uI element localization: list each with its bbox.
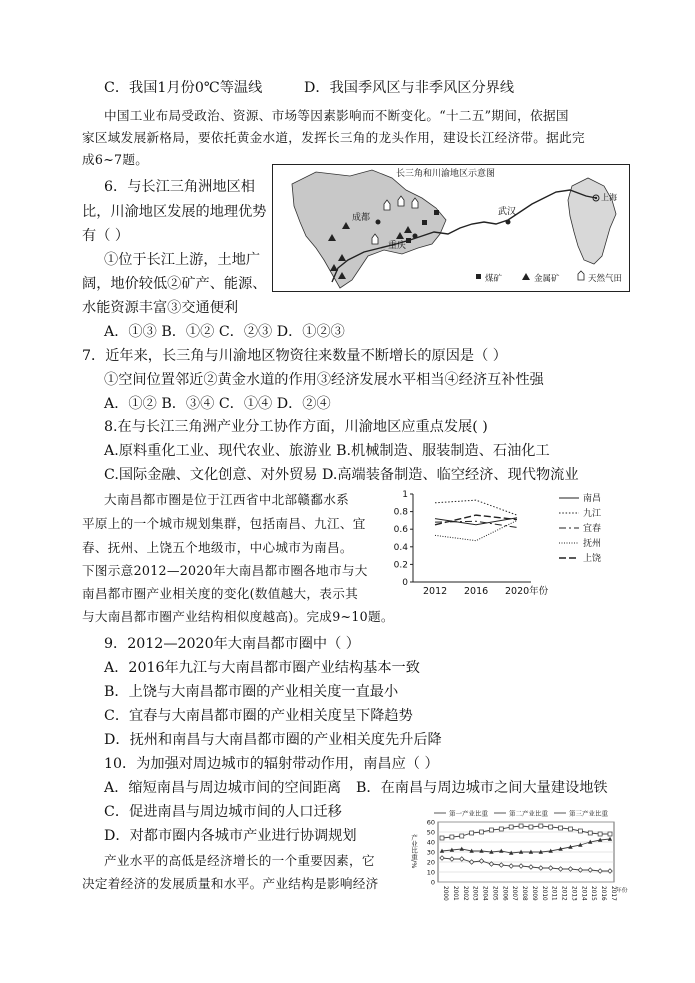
c2-point: [568, 867, 572, 871]
q9-option-b: B．上饶与大南昌都市圈的产业相关度一直最小: [104, 684, 399, 700]
q6-items-1: ①位于长江上游，土地广: [104, 252, 261, 268]
c2-legend-label-0: 第一产业比重: [449, 809, 488, 818]
c2-x-tick-label: 2001: [451, 886, 458, 901]
c2-y-tick-label: 50: [426, 828, 435, 837]
c2-series-line-0: [442, 858, 610, 871]
c2-x-tick-label: 2012: [560, 886, 567, 901]
c1-y-tick-label: 0.2: [393, 560, 408, 571]
c2-point: [608, 837, 612, 841]
q6-stem-3: 有（ ）: [82, 228, 130, 244]
c2-x-tick-label: 2010: [540, 886, 547, 901]
c2-point: [460, 834, 464, 838]
passage-1-line-1: 中国工业布局受政治、资源、市场等因素影响而不断变化。“十二五”期间，依据国: [104, 108, 569, 123]
city-shanghai: 上海: [601, 193, 617, 202]
c2-point: [440, 836, 444, 840]
c2-point: [598, 832, 602, 836]
passage-2-line-6: 与大南昌都市圈产业结构相似度越高)。完成9~10题。: [82, 609, 394, 624]
c2-point: [460, 847, 464, 851]
q8-stem: 8.在与长江三角洲产业分工协作方面，川渝地区应重点发展( ): [104, 419, 488, 435]
c1-y-tick-label: 0.8: [393, 507, 408, 518]
c2-x-tick-label: 2013: [570, 886, 577, 901]
c2-y-axis-label: 产业比重/%: [410, 834, 418, 869]
legend-metal: 金属矿: [534, 274, 560, 284]
industry-share-chart: [404, 808, 629, 914]
c2-point: [598, 869, 602, 873]
c2-x-tick-label: 2005: [491, 886, 498, 901]
c1-x-tick-label: 2016: [464, 586, 489, 597]
c2-point: [539, 824, 543, 828]
c2-point: [450, 835, 454, 839]
c2-y-tick-label: 0: [430, 878, 435, 887]
c1-x-tick-label: 2020年份: [505, 586, 549, 597]
c2-point: [578, 868, 582, 872]
c2-point: [549, 825, 553, 829]
q8-options-cd: C.国际金融、文化创意、对外贸易 D.高端装备制造、临空经济、现代物流业: [104, 467, 579, 483]
q6-stem-2: 比，川渝地区发展的地理优势: [82, 204, 267, 220]
c1-legend-label-4: 上饶: [583, 554, 602, 564]
q9-option-c: C．宜春与大南昌都市圈的产业相关度呈下降趋势: [104, 708, 413, 724]
q9-option-a: A．2016年九江与大南昌都市圈产业结构基本一致: [104, 660, 420, 676]
c2-point: [608, 869, 612, 873]
c2-point: [529, 825, 533, 829]
c1-y-tick-label: 1: [402, 490, 408, 500]
passage-2-line-1: 大南昌都市圈是位于江西省中北部赣鄱水系: [104, 492, 349, 507]
q8-options-ab: A.原料重化工业、现代农业、旅游业 B.机械制造、服装制造、石油化工: [104, 443, 550, 459]
c2-x-tick-label: 2009: [530, 886, 537, 901]
q10-option-c: C．促进南昌与周边城市间的人口迁移: [104, 804, 342, 820]
c2-y-tick-label: 10: [426, 868, 435, 877]
c2-point: [470, 831, 474, 835]
q7-items: ①空间位置邻近②黄金水道的作用③经济发展水平相当④经济互补性强: [104, 372, 544, 388]
q5-option-d: D．我国季风区与非季风区分界线: [304, 80, 515, 96]
c2-point: [509, 864, 513, 868]
c2-point: [460, 857, 464, 861]
c2-legend-label-2: 第三产业比重: [569, 809, 608, 818]
yangtze-map: [272, 164, 630, 292]
c2-x-tick-label: 2017: [610, 886, 616, 901]
q6-stem-1: 6．与长江三角洲地区相: [104, 179, 255, 195]
c2-point: [578, 829, 582, 833]
city-wuhan: 武汉: [498, 207, 517, 217]
c2-point: [440, 856, 444, 860]
q7-options: A．①② B．③④ C．①④ D．②④: [104, 396, 331, 412]
q10-option-a: A．缩短南昌与周边城市间的空间距离: [104, 780, 342, 796]
c2-x-axis-label: 年份: [616, 888, 628, 894]
industry-correlation-chart: [385, 486, 625, 598]
city-chongqing: 重庆: [388, 241, 407, 251]
c2-point: [450, 857, 454, 861]
c2-point: [588, 868, 592, 872]
c2-x-tick-label: 2006: [501, 886, 508, 901]
c2-x-tick-label: 2016: [600, 886, 607, 901]
c2-x-tick-label: 2011: [550, 886, 557, 901]
q9-option-d: D．抚州和南昌与大南昌都市圈的产业相关度先升后降: [104, 732, 442, 748]
q6-items-2: 阔，地价较低②矿产、能源、: [82, 276, 267, 292]
c2-y-tick-label: 30: [426, 848, 435, 857]
c2-x-tick-label: 2002: [461, 886, 468, 901]
c2-point: [480, 830, 484, 834]
passage-2-line-5: 南昌都市圈产业相关度的变化(数值越大，表示其: [82, 586, 358, 601]
c1-legend-label-3: 抚州: [583, 539, 602, 549]
q10-stem: 10．为加强对周边城市的辐射带动作用，南昌应（ ）: [104, 756, 439, 772]
c2-series-line-2: [442, 839, 610, 853]
passage-1-line-2: 家区域发展新格局，要依托黄金水道，发挥长三角的龙头作用，建设长江经济带。据此完: [82, 130, 585, 145]
c2-point: [558, 867, 562, 871]
c2-x-tick-label: 2015: [590, 886, 597, 901]
q10-option-d: D．对都市圈内各城市产业进行协调规划: [104, 828, 357, 844]
c2-point: [529, 865, 533, 869]
passage-3-line-2: 决定着经济的发展质量和水平。产业结构是影响经济: [82, 876, 379, 891]
c2-point: [509, 825, 513, 829]
c2-point: [519, 824, 523, 828]
legend-gas: 天然气田: [588, 274, 623, 284]
passage-3-line-1: 产业水平的高低是经济增长的一个重要因素，它: [104, 853, 375, 868]
c2-point: [519, 864, 523, 868]
c2-point: [499, 863, 503, 867]
c2-point: [549, 866, 553, 870]
map-title: 长三角和川渝地区示意图: [396, 169, 496, 179]
c1-y-tick-label: 0.4: [393, 542, 408, 553]
c1-y-tick-label: 0: [402, 578, 408, 588]
passage-2-line-2: 平原上的一个城市规划集群，包括南昌、九江、宜: [82, 516, 366, 531]
c2-x-tick-label: 2004: [481, 886, 488, 901]
c2-y-tick-label: 20: [426, 858, 435, 867]
c2-point: [479, 859, 483, 863]
c2-point: [559, 826, 563, 830]
c2-point: [489, 828, 493, 832]
c2-y-tick-label: 60: [426, 818, 435, 827]
c1-y-tick-label: 0.6: [393, 525, 408, 536]
q10-option-b: B．在南昌与周边城市之间大量建设地铁: [356, 780, 608, 796]
c1-legend-label-0: 南昌: [583, 494, 602, 504]
c2-point: [469, 860, 473, 864]
c1-legend-label-2: 宜春: [583, 524, 602, 534]
c2-y-tick-label: 40: [426, 838, 435, 847]
legend-coal: 煤矿: [485, 274, 503, 284]
q5-option-c: C．我国1月份0℃等温线: [104, 80, 263, 96]
c2-point: [539, 866, 543, 870]
c1-series-line-3: [435, 520, 517, 540]
passage-2-line-4: 下图示意2012—2020年大南昌都市圈各地市与大: [82, 563, 368, 578]
c2-x-tick-label: 2014: [580, 886, 587, 901]
c2-point: [588, 831, 592, 835]
c2-legend-label-1: 第二产业比重: [509, 809, 548, 818]
c2-point: [499, 849, 503, 853]
passage-1-line-3: 成6~7题。: [82, 152, 149, 167]
q6-options: A．①③ B．①② C．②③ D．①②③: [104, 324, 345, 340]
passage-2-line-3: 春、抚州、上饶五个地级市，中心城市为南昌。: [82, 540, 353, 555]
c2-x-tick-label: 2000: [442, 886, 448, 901]
c2-point: [568, 827, 572, 831]
c1-series-line-1: [435, 500, 517, 515]
c2-point: [489, 862, 493, 866]
city-chengdu: 成都: [352, 213, 371, 223]
q6-items-3: 水能资源丰富③交通便利: [82, 300, 239, 316]
c2-point: [499, 827, 503, 831]
c2-point: [608, 832, 612, 836]
c1-x-tick-label: 2012: [423, 586, 448, 597]
c2-x-tick-label: 2008: [521, 886, 528, 901]
c2-x-tick-label: 2007: [511, 886, 518, 901]
q7-stem: 7．近年来，长三角与川渝地区物资往来数量不断增长的原因是（ ）: [82, 348, 507, 364]
q9-stem: 9．2012—2020年大南昌都市圈中（ ）: [104, 636, 360, 652]
c1-legend-label-1: 九江: [583, 509, 602, 519]
c2-x-tick-label: 2003: [471, 886, 478, 901]
